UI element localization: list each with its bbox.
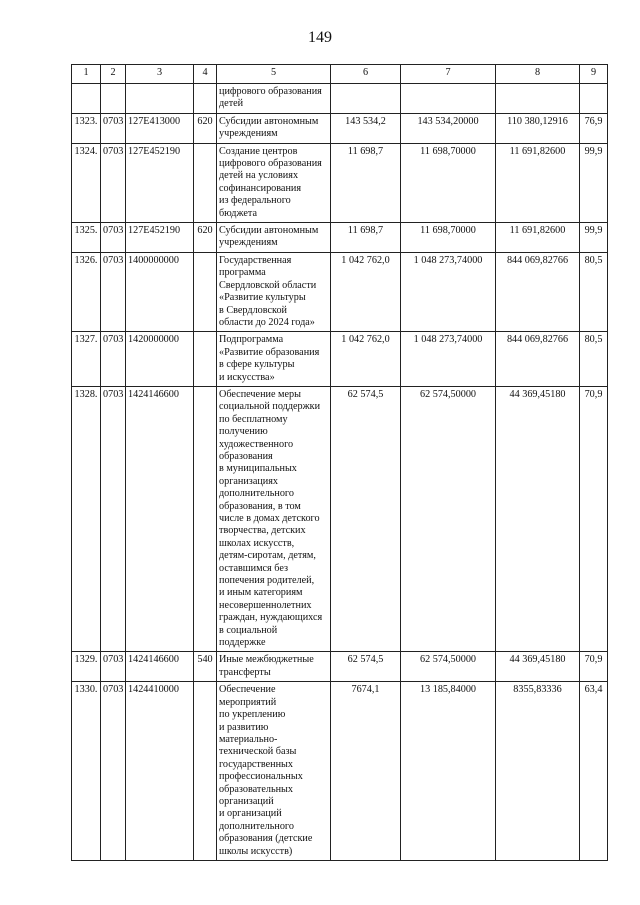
item-name [217, 386, 331, 652]
item-name-line: поддержке [219, 637, 266, 649]
expense-type-code: 540 [194, 652, 217, 682]
section-code: 0703 [101, 252, 126, 331]
approved-amount: 1 042 762,0 [331, 252, 401, 331]
item-name-line: и организаций [219, 808, 282, 820]
target-article-code: 1420000000 [126, 332, 194, 387]
refined-amount: 62 574,50000 [401, 386, 496, 652]
item-name-line: получению [219, 426, 268, 438]
item-name-line: детей на условиях [219, 170, 299, 182]
approved-amount: 11 698,7 [331, 143, 401, 222]
column-header: 7 [401, 65, 496, 84]
item-name-line: в Свердловской [219, 304, 287, 316]
item-name-line: «Развитие культуры [219, 292, 306, 304]
item-name-line: в сфере культуры [219, 359, 295, 371]
item-name-line: организациях [219, 475, 279, 487]
executed-amount: 44 369,45180 [496, 386, 580, 652]
executed-amount: 844 069,82766 [496, 252, 580, 331]
item-name [217, 252, 331, 331]
item-name-line: Обеспечение [219, 684, 276, 696]
item-name-line: детей [219, 98, 244, 110]
item-name [217, 652, 331, 682]
section-code: 0703 [101, 652, 126, 682]
item-name-line: софинансирования [219, 182, 302, 194]
item-name-line: по укреплению [219, 709, 286, 721]
item-name [217, 143, 331, 222]
item-name-line: дополнительного [219, 488, 294, 500]
approved-amount: 1 042 762,0 [331, 332, 401, 387]
column-header: 3 [126, 65, 194, 84]
target-article-code: 1400000000 [126, 252, 194, 331]
target-article-code: 1424146600 [126, 386, 194, 652]
refined-amount [401, 84, 496, 114]
approved-amount: 62 574,5 [331, 386, 401, 652]
item-name-line: мероприятий [219, 696, 277, 708]
item-name-line: и искусства» [219, 371, 275, 383]
budget-table [71, 64, 608, 861]
item-name-line: по бесплатному [219, 413, 288, 425]
row-number: 1328. [72, 386, 101, 652]
refined-amount: 1 048 273,74000 [401, 332, 496, 387]
execution-percent: 80,5 [580, 252, 608, 331]
item-name-line: материально- [219, 733, 278, 745]
column-header: 9 [580, 65, 608, 84]
execution-percent [580, 84, 608, 114]
item-name-line: государственных [219, 758, 293, 770]
item-name-line: школах искусств, [219, 537, 295, 549]
item-name-line: Свердловской области [219, 279, 317, 291]
item-name-line: граждан, нуждающихся [219, 612, 323, 624]
item-name-line: учреждениям [219, 237, 278, 249]
item-name-line: образовательных [219, 783, 293, 795]
item-name-line: учреждениям [219, 128, 278, 140]
item-name-line: Субсидии автономным [219, 115, 319, 127]
item-name [217, 682, 331, 861]
row-number: 1330. [72, 682, 101, 861]
execution-percent: 99,9 [580, 143, 608, 222]
item-name [217, 113, 331, 143]
item-name-line: и иным категориям [219, 587, 303, 599]
item-name-line: программа [219, 267, 266, 279]
item-name-line: несовершеннолетних [219, 599, 312, 611]
item-name-line: Государственная [219, 254, 292, 266]
executed-amount: 11 691,82600 [496, 223, 580, 253]
expense-type-code [194, 386, 217, 652]
item-name-line: оставшимся без [219, 562, 288, 574]
refined-amount: 13 185,84000 [401, 682, 496, 861]
header-row [72, 65, 608, 84]
item-name [217, 223, 331, 253]
item-name-line: бюджета [219, 207, 257, 219]
table-row [72, 113, 608, 143]
column-header: 2 [101, 65, 126, 84]
approved-amount: 62 574,5 [331, 652, 401, 682]
table-row [72, 143, 608, 222]
section-code: 0703 [101, 682, 126, 861]
table-row [72, 223, 608, 253]
target-article-code [126, 84, 194, 114]
executed-amount: 44 369,45180 [496, 652, 580, 682]
item-name-line: и развитию [219, 721, 269, 733]
item-name-line: Обеспечение меры [219, 388, 301, 400]
section-code: 0703 [101, 143, 126, 222]
item-name-line: трансферты [219, 666, 271, 678]
row-number: 1325. [72, 223, 101, 253]
execution-percent: 70,9 [580, 652, 608, 682]
expense-type-code [194, 84, 217, 114]
section-code [101, 84, 126, 114]
target-article-code: 1424410000 [126, 682, 194, 861]
item-name-line: образования (детские [219, 833, 313, 845]
table-row [72, 652, 608, 682]
section-code: 0703 [101, 223, 126, 253]
target-article-code: 1424146600 [126, 652, 194, 682]
item-name-line: образования, в том [219, 500, 301, 512]
column-header: 4 [194, 65, 217, 84]
row-number: 1323. [72, 113, 101, 143]
page-number: 149 [308, 29, 332, 46]
execution-percent: 63,4 [580, 682, 608, 861]
target-article-code: 127E413000 [126, 113, 194, 143]
column-header: 5 [217, 65, 331, 84]
item-name-line: дополнительного [219, 820, 294, 832]
table-row [72, 682, 608, 861]
execution-percent: 80,5 [580, 332, 608, 387]
row-number: 1327. [72, 332, 101, 387]
approved-amount [331, 84, 401, 114]
item-name-line: числе в домах детского [219, 513, 320, 524]
section-code: 0703 [101, 113, 126, 143]
row-number [72, 84, 101, 114]
execution-percent: 76,9 [580, 113, 608, 143]
expense-type-code [194, 332, 217, 387]
table-row [72, 252, 608, 331]
table-row [72, 386, 608, 652]
refined-amount: 143 534,20000 [401, 113, 496, 143]
item-name-line: области до 2024 года» [219, 316, 315, 328]
item-name-line: профессиональных [219, 771, 303, 783]
refined-amount: 62 574,50000 [401, 652, 496, 682]
item-name-line: Создание центров [219, 145, 298, 157]
approved-amount: 143 534,2 [331, 113, 401, 143]
item-name-line: в социальной [219, 624, 278, 636]
item-name-line: Субсидии автономным [219, 225, 319, 237]
refined-amount: 1 048 273,74000 [401, 252, 496, 331]
executed-amount: 110 380,12916 [496, 113, 580, 143]
item-name-line: Иные межбюджетные [219, 654, 314, 666]
item-name-line: «Развитие образования [219, 346, 320, 358]
table-row [72, 332, 608, 387]
row-number: 1324. [72, 143, 101, 222]
item-name-line: попечения родителей, [219, 575, 315, 587]
column-header: 8 [496, 65, 580, 84]
expense-type-code [194, 143, 217, 222]
execution-percent: 70,9 [580, 386, 608, 652]
item-name-line: Подпрограмма [219, 334, 284, 346]
executed-amount [496, 84, 580, 114]
item-name [217, 84, 331, 114]
item-name-line: художественного [219, 438, 294, 450]
expense-type-code [194, 252, 217, 331]
item-name-line: школы искусств) [219, 845, 293, 857]
item-name [217, 332, 331, 387]
target-article-code: 127E452190 [126, 223, 194, 253]
refined-amount: 11 698,70000 [401, 143, 496, 222]
executed-amount: 844 069,82766 [496, 332, 580, 387]
executed-amount: 11 691,82600 [496, 143, 580, 222]
expense-type-code: 620 [194, 113, 217, 143]
item-name-line: цифрового образования [219, 86, 322, 97]
refined-amount: 11 698,70000 [401, 223, 496, 253]
approved-amount: 11 698,7 [331, 223, 401, 253]
row-number: 1329. [72, 652, 101, 682]
table-row [72, 84, 608, 114]
item-name-line: детям-сиротам, детям, [219, 550, 316, 562]
item-name-line: социальной поддержки [219, 401, 321, 413]
item-name-line: в муниципальных [219, 463, 297, 475]
item-name-line: творчества, детских [219, 525, 306, 537]
execution-percent: 99,9 [580, 223, 608, 253]
row-number: 1326. [72, 252, 101, 331]
expense-type-code: 620 [194, 223, 217, 253]
section-code: 0703 [101, 386, 126, 652]
expense-type-code [194, 682, 217, 861]
section-code: 0703 [101, 332, 126, 387]
item-name-line: цифрового образования [219, 158, 322, 170]
item-name-line: технической базы [219, 746, 297, 758]
target-article-code: 127E452190 [126, 143, 194, 222]
column-header: 1 [72, 65, 101, 84]
item-name-line: организаций [219, 795, 274, 807]
column-header: 6 [331, 65, 401, 84]
item-name-line: образования [219, 450, 273, 462]
executed-amount: 8355,83336 [496, 682, 580, 861]
item-name-line: из федерального [219, 195, 291, 207]
approved-amount: 7674,1 [331, 682, 401, 861]
